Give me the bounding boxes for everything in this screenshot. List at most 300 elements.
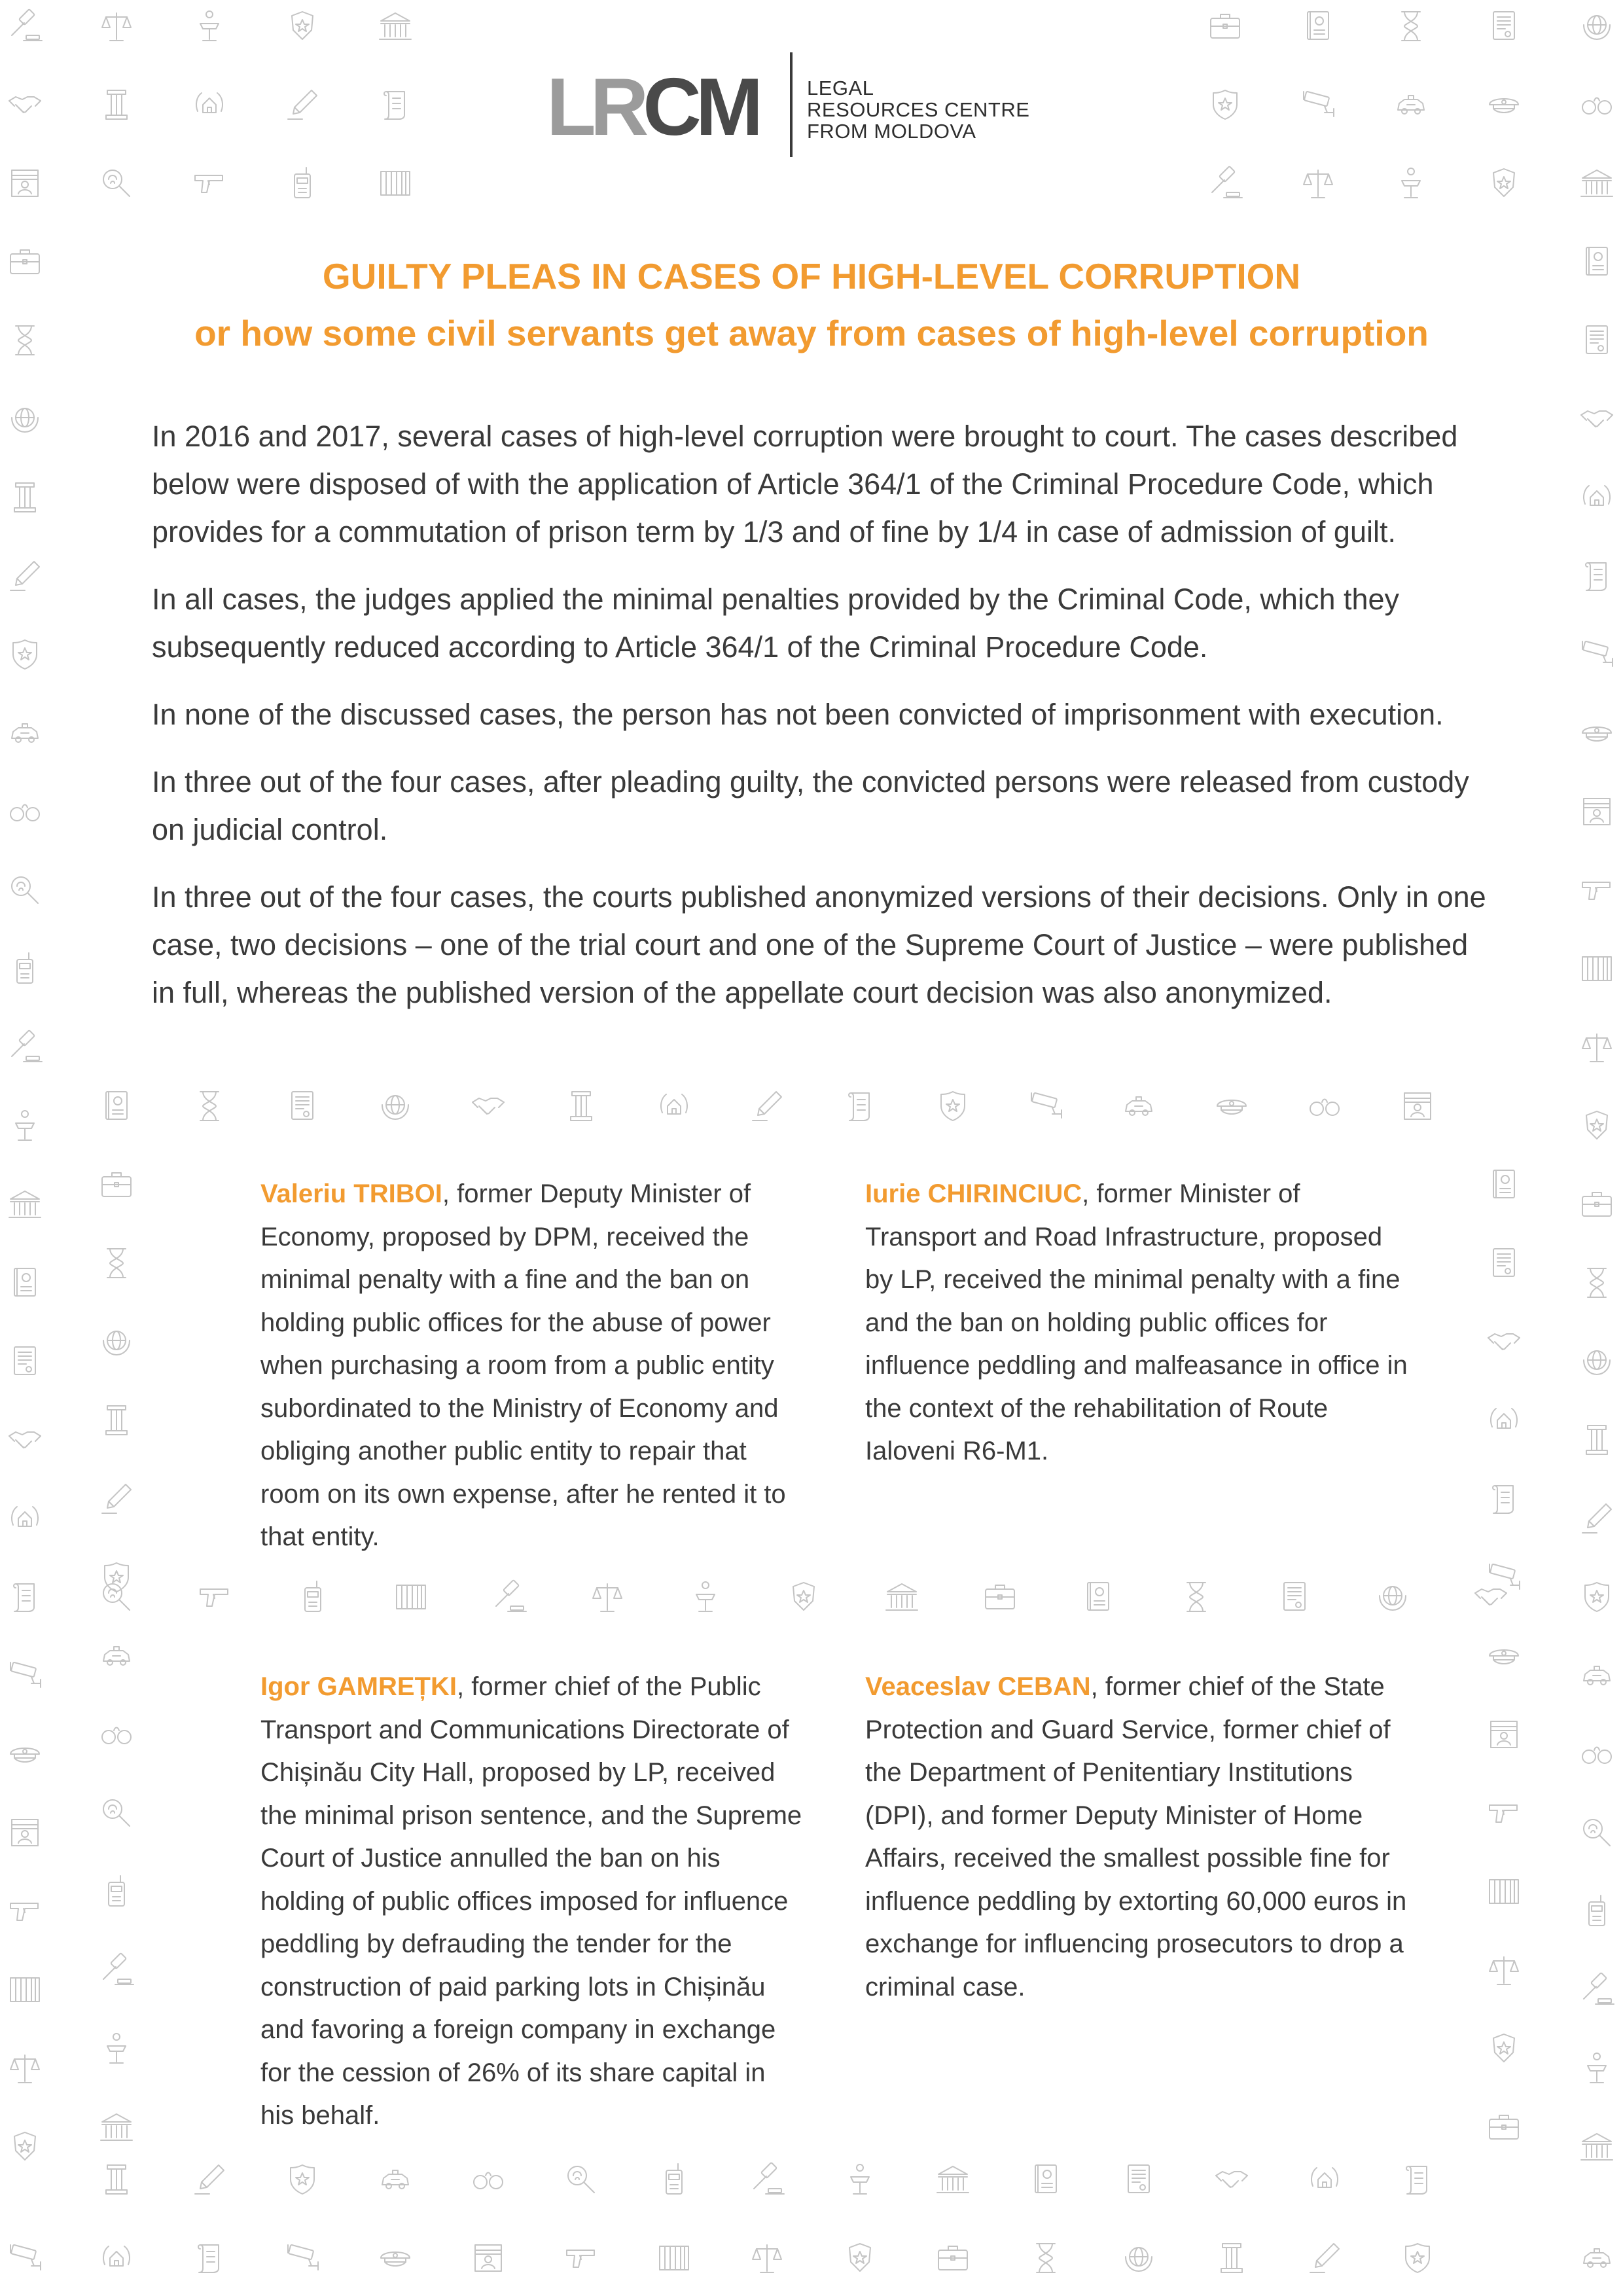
- mugshot-board-icon-svg: [1484, 1715, 1524, 1754]
- briefcase-icon-svg: [1205, 7, 1245, 46]
- briefcase-icon-svg: [97, 1165, 136, 1204]
- globe-icon-svg: [1373, 1577, 1412, 1617]
- handcuffs-icon-svg: [1305, 1086, 1344, 1126]
- police-cap-icon: [1484, 1636, 1524, 1676]
- logo-wordmark: [546, 62, 758, 152]
- handcuffs-icon-svg: [1577, 1734, 1616, 1774]
- courthouse-icon-svg: [5, 1185, 45, 1224]
- fingerprint-magnifier-icon-svg: [562, 2160, 601, 2199]
- police-cap-icon-svg: [1484, 85, 1524, 124]
- case-person-name: Veaceslav CEBAN: [865, 1672, 1091, 1701]
- hourglass-icon-svg: [5, 321, 45, 360]
- police-badge-icon-svg: [1484, 2029, 1524, 2068]
- scales-icon-svg: [5, 2049, 45, 2088]
- shield-star-icon: [283, 2160, 322, 2199]
- police-badge-icon-svg: [283, 7, 322, 46]
- police-cap-icon-svg: [1212, 1086, 1251, 1126]
- walkie-talkie-icon-svg: [293, 1577, 332, 1617]
- fingerprint-magnifier-icon: [97, 164, 136, 203]
- shield-star-icon: [5, 635, 45, 674]
- globe-icon: [1577, 1342, 1616, 1381]
- handshake-icon: [1212, 2160, 1251, 2199]
- case-description: , former chief of the State Protection and Guard Service, former chief of the Department of Penitentiary Institutions (DPI), and former Deputy Minister of Home Affairs, received the smallest possible fine for influence peddling by extorting 60,000 euros in exchange for influencing prosecutors to drop a criminal case.: [865, 1672, 1407, 2001]
- law-book-icon-svg: [1079, 1577, 1118, 1617]
- column-icon: [97, 1401, 136, 1440]
- intro-paragraph: In all cases, the judges applied the minimal penalties provided by the Criminal Code, which they subsequently reduced according to Article 364/1 of the Criminal Procedure Code.: [152, 583, 1400, 664]
- law-book-icon: [1298, 7, 1338, 46]
- law-book-icon: [1484, 1165, 1524, 1204]
- mugshot-board-icon: [1484, 1715, 1524, 1754]
- cctv-camera-icon: [1577, 635, 1616, 674]
- police-cap-icon-svg: [5, 1734, 45, 1774]
- courthouse-icon-svg: [933, 2160, 972, 2199]
- case-triboi: [260, 1173, 804, 1559]
- page-subtitle: or how some civil servants get away from cases of high-level corruption: [194, 313, 1429, 353]
- law-book-icon-svg: [1298, 7, 1338, 46]
- courthouse-icon: [1577, 2127, 1616, 2166]
- house-wreath-icon: [1577, 478, 1616, 517]
- walkie-talkie-icon: [654, 2160, 694, 2199]
- house-wreath-icon-svg: [97, 2238, 136, 2278]
- prison-bars-icon-svg: [391, 1577, 431, 1617]
- logo-line: LEGAL: [807, 77, 874, 99]
- gavel-icon-svg: [1205, 164, 1245, 203]
- police-cap-icon-svg: [1484, 1636, 1524, 1676]
- walkie-talkie-icon-svg: [5, 949, 45, 988]
- certificate-icon: [1577, 321, 1616, 360]
- house-wreath-icon: [1305, 2160, 1344, 2199]
- gavel-icon: [490, 1577, 529, 1617]
- column-icon-svg: [5, 478, 45, 517]
- hourglass-icon: [1177, 1577, 1216, 1617]
- courthouse-icon: [1577, 164, 1616, 203]
- house-wreath-icon-svg: [1484, 1401, 1524, 1440]
- gavel-icon: [1205, 164, 1245, 203]
- logo-divider: [790, 52, 793, 157]
- certificate-icon: [1119, 2160, 1158, 2199]
- police-cap-icon: [376, 2238, 415, 2278]
- hourglass-icon: [190, 1086, 229, 1126]
- pistol-icon-svg: [1484, 1793, 1524, 1833]
- hourglass-icon: [1391, 7, 1431, 46]
- scroll-icon: [1577, 556, 1616, 596]
- police-car-icon-svg: [1577, 1656, 1616, 1695]
- police-cap-icon: [1212, 1086, 1251, 1126]
- gavel-icon: [747, 2160, 787, 2199]
- scales-icon: [1298, 164, 1338, 203]
- hourglass-icon-svg: [1391, 7, 1431, 46]
- briefcase-icon: [933, 2238, 972, 2278]
- lectern-icon-svg: [840, 2160, 880, 2199]
- pistol-icon: [562, 2238, 601, 2278]
- handshake-icon: [5, 85, 45, 124]
- globe-icon-svg: [1577, 1342, 1616, 1381]
- cctv-camera-icon: [283, 2238, 322, 2278]
- globe-icon: [376, 1086, 415, 1126]
- shield-star-icon-svg: [5, 635, 45, 674]
- handcuffs-icon: [5, 792, 45, 831]
- handcuffs-icon: [469, 2160, 508, 2199]
- scroll-icon-svg: [190, 2238, 229, 2278]
- courthouse-icon-svg: [376, 7, 415, 46]
- police-car-icon: [1577, 2238, 1616, 2278]
- courthouse-icon-svg: [1577, 164, 1616, 203]
- prison-bars-icon: [1484, 1872, 1524, 1911]
- scroll-icon: [190, 2238, 229, 2278]
- pistol-icon: [1577, 870, 1616, 910]
- logo-line: RESOURCES CENTRE: [807, 98, 1030, 121]
- fountain-pen-icon-svg: [1577, 1499, 1616, 1538]
- cctv-camera-icon: [5, 1656, 45, 1695]
- handshake-icon-svg: [1577, 399, 1616, 439]
- fountain-pen-icon: [283, 85, 322, 124]
- fingerprint-magnifier-icon-svg: [97, 1793, 136, 1833]
- fountain-pen-icon-svg: [190, 2160, 229, 2199]
- house-wreath-icon-svg: [1305, 2160, 1344, 2199]
- mugshot-board-icon-svg: [1577, 792, 1616, 831]
- pistol-icon-svg: [190, 164, 229, 203]
- law-book-icon-svg: [97, 1086, 136, 1126]
- cctv-camera-icon-svg: [1026, 1086, 1065, 1126]
- lectern-icon: [190, 7, 229, 46]
- scroll-icon: [1398, 2160, 1437, 2199]
- pistol-icon: [190, 164, 229, 203]
- briefcase-icon-svg: [1577, 1185, 1616, 1224]
- prison-bars-icon-svg: [1577, 949, 1616, 988]
- certificate-icon-svg: [5, 1342, 45, 1381]
- handcuffs-icon: [97, 1715, 136, 1754]
- logo-mark-lr: LR: [546, 62, 643, 152]
- lectern-icon: [686, 1577, 725, 1617]
- lectern-icon: [840, 2160, 880, 2199]
- hourglass-icon: [1026, 2238, 1065, 2278]
- lectern-icon-svg: [686, 1577, 725, 1617]
- courthouse-icon: [5, 1185, 45, 1224]
- prison-bars-icon: [654, 2238, 694, 2278]
- lectern-icon-svg: [190, 7, 229, 46]
- fingerprint-magnifier-icon: [1577, 1813, 1616, 1852]
- pistol-icon: [195, 1577, 234, 1617]
- police-cap-icon: [1484, 85, 1524, 124]
- scroll-icon-svg: [1398, 2160, 1437, 2199]
- lectern-icon-svg: [97, 2029, 136, 2068]
- certificate-icon: [1484, 7, 1524, 46]
- pistol-icon-svg: [1577, 870, 1616, 910]
- courthouse-icon-svg: [882, 1577, 921, 1617]
- handcuffs-icon-svg: [5, 792, 45, 831]
- fountain-pen-icon-svg: [5, 556, 45, 596]
- walkie-talkie-icon: [293, 1577, 332, 1617]
- certificate-icon-svg: [1484, 1244, 1524, 1283]
- scales-icon: [588, 1577, 627, 1617]
- police-car-icon-svg: [1119, 1086, 1158, 1126]
- handshake-icon-svg: [1484, 1322, 1524, 1361]
- prison-bars-icon: [391, 1577, 431, 1617]
- scales-icon: [1577, 1028, 1616, 1067]
- mugshot-board-icon-svg: [1398, 1086, 1437, 1126]
- courthouse-icon-svg: [97, 2108, 136, 2147]
- cctv-camera-icon-svg: [1298, 85, 1338, 124]
- fountain-pen-icon-svg: [97, 1479, 136, 1518]
- certificate-icon: [283, 1086, 322, 1126]
- walkie-talkie-icon-svg: [97, 1872, 136, 1911]
- handshake-icon: [5, 1420, 45, 1460]
- police-badge-icon-svg: [840, 2238, 880, 2278]
- cctv-camera-icon: [5, 2238, 45, 2278]
- cctv-camera-icon: [1026, 1086, 1065, 1126]
- mugshot-board-icon-svg: [5, 1813, 45, 1852]
- intro-paragraph: In none of the discussed cases, the person has not been convicted of imprisonment with execution.: [152, 698, 1444, 731]
- police-car-icon: [1391, 85, 1431, 124]
- fingerprint-magnifier-icon: [97, 1793, 136, 1833]
- scales-icon: [5, 2049, 45, 2088]
- lectern-icon-svg: [5, 1106, 45, 1145]
- fountain-pen-icon: [1577, 1499, 1616, 1538]
- column-icon: [1212, 2238, 1251, 2278]
- cctv-camera-icon-svg: [1577, 635, 1616, 674]
- police-car-icon-svg: [1577, 2238, 1616, 2278]
- briefcase-icon-svg: [980, 1577, 1020, 1617]
- police-badge-icon-svg: [1484, 164, 1524, 203]
- certificate-icon-svg: [1119, 2160, 1158, 2199]
- mugshot-board-icon: [1577, 792, 1616, 831]
- hourglass-icon: [5, 321, 45, 360]
- logo-line: FROM MOLDOVA: [807, 120, 976, 143]
- scales-icon: [97, 7, 136, 46]
- mugshot-board-icon: [5, 164, 45, 203]
- courthouse-icon-svg: [1577, 2127, 1616, 2166]
- globe-icon: [97, 1322, 136, 1361]
- pistol-icon: [5, 1892, 45, 1931]
- intro-paragraph: In 2016 and 2017, several cases of high-level corruption were brought to court. The cases described below were disposed of with the application of Article 364/1 of the Criminal Procedure Code, which provides for a commutation of prison term by 1/3 and of fine by 1/4 in case of admission of guilt.: [152, 420, 1458, 548]
- scroll-icon: [840, 1086, 880, 1126]
- police-cap-icon-svg: [376, 2238, 415, 2278]
- gavel-icon: [1577, 1970, 1616, 2009]
- law-book-icon: [1026, 2160, 1065, 2199]
- police-car-icon: [97, 1636, 136, 1676]
- mugshot-board-icon: [5, 1813, 45, 1852]
- handcuffs-icon: [1577, 1734, 1616, 1774]
- column-icon: [1577, 1420, 1616, 1460]
- handshake-icon-svg: [469, 1086, 508, 1126]
- police-cap-icon: [1577, 713, 1616, 753]
- police-badge-icon-svg: [784, 1577, 823, 1617]
- fountain-pen-icon: [5, 556, 45, 596]
- globe-icon: [1119, 2238, 1158, 2278]
- shield-star-icon-svg: [283, 2160, 322, 2199]
- handcuffs-icon: [1577, 85, 1616, 124]
- briefcase-icon: [1484, 2108, 1524, 2147]
- police-badge-icon: [1484, 2029, 1524, 2068]
- globe-icon-svg: [376, 1086, 415, 1126]
- mugshot-board-icon: [469, 2238, 508, 2278]
- globe-icon: [1373, 1577, 1412, 1617]
- police-badge-icon: [1484, 164, 1524, 203]
- briefcase-icon: [980, 1577, 1020, 1617]
- fingerprint-magnifier-icon: [562, 2160, 601, 2199]
- case-description: , former chief of the Public Transport and Communications Directorate of Chișinău City Hall, proposed by LP, received the minimal prison sentence, and the Supreme Court of Justice annulled the ban on his holding of public offices imposed for influence peddling by defrauding the tender for the construction of paid parking lots in Chișinău and favoring a foreign company in exchange for the cession of 26% of its share capital in his behalf.: [260, 1672, 802, 2130]
- walkie-talkie-icon: [5, 949, 45, 988]
- shield-star-icon: [933, 1086, 972, 1126]
- hourglass-icon: [97, 1244, 136, 1283]
- house-wreath-icon-svg: [5, 1499, 45, 1538]
- handshake-icon: [1577, 399, 1616, 439]
- pistol-icon-svg: [195, 1577, 234, 1617]
- prison-bars-icon: [1577, 949, 1616, 988]
- police-car-icon-svg: [5, 713, 45, 753]
- walkie-talkie-icon-svg: [654, 2160, 694, 2199]
- scales-icon-svg: [1298, 164, 1338, 203]
- prison-bars-icon: [5, 1970, 45, 2009]
- police-cap-icon: [5, 1734, 45, 1774]
- handshake-icon-svg: [5, 1420, 45, 1460]
- column-icon: [97, 2160, 136, 2199]
- column-icon-svg: [1212, 2238, 1251, 2278]
- law-book-icon: [97, 1086, 136, 1126]
- fingerprint-magnifier-icon-svg: [5, 870, 45, 910]
- briefcase-icon: [1577, 1185, 1616, 1224]
- hourglass-icon-svg: [1177, 1577, 1216, 1617]
- handshake-icon-svg: [1212, 2160, 1251, 2199]
- walkie-talkie-icon-svg: [1577, 1892, 1616, 1931]
- police-car-icon: [5, 713, 45, 753]
- police-badge-icon: [784, 1577, 823, 1617]
- logo-organization-name: [807, 77, 1029, 142]
- courthouse-icon: [97, 2108, 136, 2147]
- cctv-camera-icon: [1298, 85, 1338, 124]
- fountain-pen-icon: [97, 1479, 136, 1518]
- house-wreath-icon: [190, 85, 229, 124]
- column-icon: [5, 478, 45, 517]
- gavel-icon: [5, 1028, 45, 1067]
- scales-icon-svg: [747, 2238, 787, 2278]
- shield-star-icon-svg: [1205, 85, 1245, 124]
- scroll-icon-svg: [1577, 556, 1616, 596]
- scroll-icon: [5, 1577, 45, 1617]
- shield-star-icon-svg: [1398, 2238, 1437, 2278]
- fingerprint-magnifier-icon-svg: [97, 164, 136, 203]
- prison-bars-icon-svg: [5, 1970, 45, 2009]
- hourglass-icon: [1577, 1263, 1616, 1302]
- hourglass-icon-svg: [190, 1086, 229, 1126]
- scroll-icon-svg: [840, 1086, 880, 1126]
- courthouse-icon: [933, 2160, 972, 2199]
- courthouse-icon: [882, 1577, 921, 1617]
- case-description: , former Minister of Transport and Road Infrastructure, proposed by LP, received the minimal penalty with a fine and the ban on holding public offices for influence peddling and malfeasance in office in the context of the rehabilitation of Route Ialoveni R6-M1.: [865, 1179, 1408, 1465]
- column-icon: [97, 85, 136, 124]
- hourglass-icon-svg: [97, 1244, 136, 1283]
- handcuffs-icon-svg: [469, 2160, 508, 2199]
- police-cap-icon-svg: [1577, 713, 1616, 753]
- house-wreath-icon-svg: [190, 85, 229, 124]
- pistol-icon-svg: [562, 2238, 601, 2278]
- shield-star-icon-svg: [933, 1086, 972, 1126]
- gavel-icon-svg: [490, 1577, 529, 1617]
- cctv-camera-icon-svg: [283, 2238, 322, 2278]
- column-icon-svg: [97, 1401, 136, 1440]
- shield-star-icon: [1205, 85, 1245, 124]
- police-car-icon-svg: [97, 1636, 136, 1676]
- scales-icon-svg: [1577, 1028, 1616, 1067]
- handcuffs-icon-svg: [1577, 85, 1616, 124]
- law-book-icon: [1577, 242, 1616, 281]
- gavel-icon-svg: [5, 7, 45, 46]
- case-chirinciuc: [865, 1173, 1408, 1473]
- globe-icon-svg: [1577, 7, 1616, 46]
- gavel-icon: [97, 1950, 136, 1990]
- intro-paragraph: In three out of the four cases, the courts published anonymized versions of their decisions. Only in one case, two decisions – one of the trial court and one of the Supreme Court of Justice – were published in full, whereas the published version of the appellate court decision was also anonymized.: [152, 880, 1486, 1009]
- fountain-pen-icon-svg: [1305, 2238, 1344, 2278]
- scroll-icon-svg: [376, 85, 415, 124]
- lectern-icon-svg: [1577, 2049, 1616, 2088]
- walkie-talkie-icon-svg: [283, 164, 322, 203]
- walkie-talkie-icon: [1577, 1892, 1616, 1931]
- lectern-icon-svg: [1391, 164, 1431, 203]
- fingerprint-magnifier-icon-svg: [97, 1577, 136, 1617]
- column-icon-svg: [97, 85, 136, 124]
- mugshot-board-icon: [1398, 1086, 1437, 1126]
- fountain-pen-icon-svg: [283, 85, 322, 124]
- police-badge-icon: [840, 2238, 880, 2278]
- case-ceban: [865, 1666, 1408, 2009]
- scales-icon: [747, 2238, 787, 2278]
- briefcase-icon-svg: [1484, 2108, 1524, 2147]
- cctv-camera-icon-svg: [5, 2238, 45, 2278]
- case-gamretki: [260, 1666, 804, 2138]
- certificate-icon-svg: [1275, 1577, 1314, 1617]
- police-car-icon: [1577, 1656, 1616, 1695]
- briefcase-icon: [5, 242, 45, 281]
- house-wreath-icon-svg: [654, 1086, 694, 1126]
- law-book-icon-svg: [1484, 1165, 1524, 1204]
- logo-mark-cm: CM: [643, 62, 758, 152]
- gavel-icon: [5, 7, 45, 46]
- law-book-icon-svg: [5, 1263, 45, 1302]
- handcuffs-icon: [1305, 1086, 1344, 1126]
- scroll-icon: [1484, 1479, 1524, 1518]
- fountain-pen-icon: [1305, 2238, 1344, 2278]
- gavel-icon-svg: [97, 1950, 136, 1990]
- page-title: GUILTY PLEAS IN CASES OF HIGH-LEVEL CORRUPTION: [322, 256, 1301, 296]
- handshake-icon: [1471, 1577, 1510, 1617]
- certificate-icon: [1275, 1577, 1314, 1617]
- handshake-icon: [1484, 1322, 1524, 1361]
- walkie-talkie-icon: [283, 164, 322, 203]
- shield-star-icon-svg: [1577, 1577, 1616, 1617]
- lectern-icon: [97, 2029, 136, 2068]
- pistol-icon-svg: [5, 1892, 45, 1931]
- prison-bars-icon: [376, 164, 415, 203]
- police-badge-icon-svg: [1577, 1106, 1616, 1145]
- globe-icon-svg: [97, 1322, 136, 1361]
- shield-star-icon: [1398, 2238, 1437, 2278]
- gavel-icon-svg: [5, 1028, 45, 1067]
- prison-bars-icon-svg: [1484, 1872, 1524, 1911]
- case-person-name: Igor GAMREȚKI: [260, 1672, 457, 1701]
- house-wreath-icon: [97, 2238, 136, 2278]
- mugshot-board-icon-svg: [5, 164, 45, 203]
- house-wreath-icon-svg: [1577, 478, 1616, 517]
- scroll-icon: [376, 85, 415, 124]
- pistol-icon: [1484, 1793, 1524, 1833]
- law-book-icon: [1079, 1577, 1118, 1617]
- intro-paragraph: In three out of the four cases, after pleading guilty, the convicted persons were released from custody on judicial control.: [152, 765, 1469, 846]
- gavel-icon-svg: [747, 2160, 787, 2199]
- column-icon-svg: [97, 2160, 136, 2199]
- prison-bars-icon-svg: [654, 2238, 694, 2278]
- lectern-icon: [5, 1106, 45, 1145]
- police-badge-icon: [283, 7, 322, 46]
